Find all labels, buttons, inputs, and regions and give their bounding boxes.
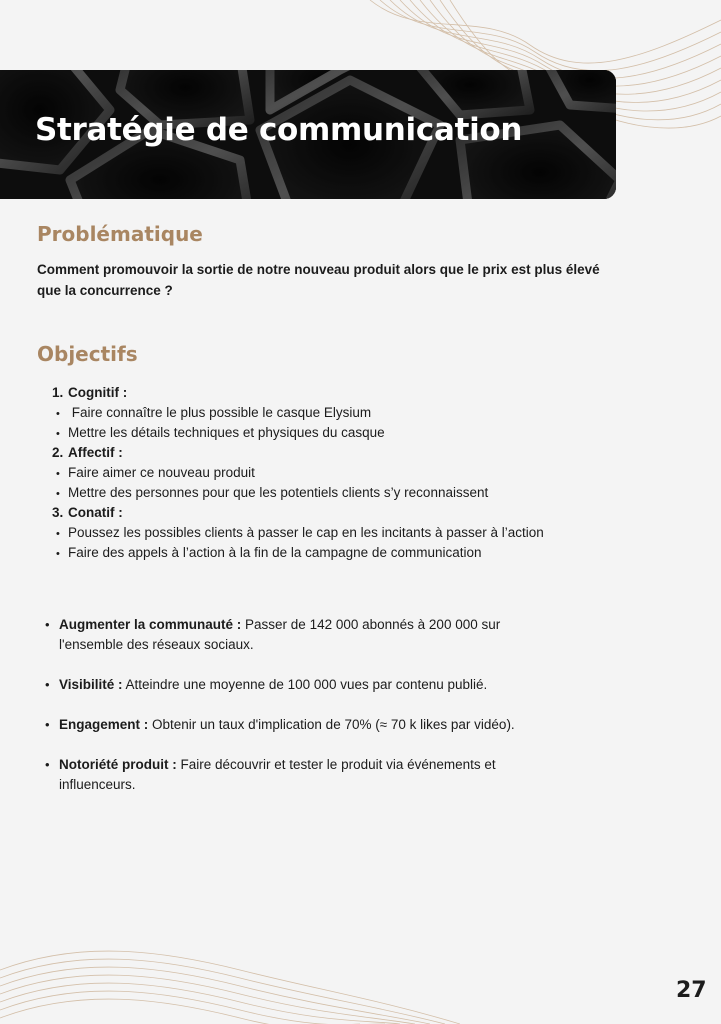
decorative-wave-lines-bottom	[0, 930, 460, 1024]
objective-bullet-text: Faire aimer ce nouveau produit	[68, 465, 255, 480]
objective-bullet-text: Faire des appels à l’action à la fin de la campagne de communication	[68, 545, 482, 560]
objective-label: Cognitif :	[68, 385, 128, 400]
objective-bullet-text: Mettre des personnes pour que les potentiels clients s’y reconnaissent	[68, 485, 489, 500]
bullet-dot-icon: •	[45, 757, 50, 772]
bullet-dot-icon: •	[56, 408, 60, 420]
objectives-section-title: Objectifs	[37, 342, 138, 366]
objective-heading	[52, 443, 612, 463]
objective-bullet	[52, 403, 612, 423]
goal-label: Notoriété produit :	[59, 757, 177, 772]
bullet-dot-icon: •	[45, 717, 50, 732]
page-number: 27	[676, 978, 707, 1003]
objective-number: 3.	[52, 505, 64, 520]
goal-label: Augmenter la communauté :	[59, 617, 242, 632]
goal-item	[45, 615, 565, 655]
goals-list	[45, 615, 565, 815]
objective-heading	[52, 503, 612, 523]
bullet-dot-icon: •	[56, 428, 60, 440]
goal-item	[45, 715, 565, 735]
objective-bullet-text: Poussez les possibles clients à passer le cap en les incitants à passer à l’action	[68, 525, 544, 540]
objective-label: Conatif :	[68, 505, 123, 520]
objectives-list	[52, 383, 612, 563]
problem-section-title: Problématique	[37, 222, 203, 246]
goal-text: Passer de 142 000 abonnés à 200 000 sur l'ensemble des réseaux sociaux.	[59, 617, 501, 652]
objective-label: Affectif :	[68, 445, 123, 460]
objective-bullet	[52, 523, 612, 543]
bullet-dot-icon: •	[56, 468, 60, 480]
objective-bullet-text: Mettre les détails techniques et physiques du casque	[68, 425, 385, 440]
objective-bullet-text: Faire connaître le plus possible le casque Elysium	[68, 405, 372, 420]
goal-label: Engagement :	[59, 717, 149, 732]
objective-number: 1.	[52, 385, 64, 400]
goal-text: Faire découvrir et tester le produit via événements et influenceurs.	[59, 757, 496, 792]
objective-heading	[52, 383, 612, 403]
goal-text: Atteindre une moyenne de 100 000 vues par contenu publié.	[122, 677, 488, 692]
problem-question: Comment promouvoir la sortie de notre nouveau produit alors que le prix est plus élevé que la concurrence ?	[37, 262, 600, 298]
objective-bullet	[52, 423, 612, 443]
goal-text: Obtenir un taux d'implication de 70% (≈ 70 k likes par vidéo).	[148, 717, 515, 732]
objective-bullet	[52, 483, 612, 503]
objective-number: 2.	[52, 445, 64, 460]
bullet-dot-icon: •	[56, 528, 60, 540]
bullet-dot-icon: •	[45, 617, 50, 632]
bullet-dot-icon: •	[45, 677, 50, 692]
bullet-dot-icon: •	[56, 548, 60, 560]
objective-bullet	[52, 543, 612, 563]
goal-item	[45, 675, 565, 695]
bullet-dot-icon: •	[56, 488, 60, 500]
objective-bullet	[52, 463, 612, 483]
page-title: Stratégie de communication	[35, 112, 523, 148]
goal-label: Visibilité :	[59, 677, 123, 692]
goal-item	[45, 755, 565, 795]
